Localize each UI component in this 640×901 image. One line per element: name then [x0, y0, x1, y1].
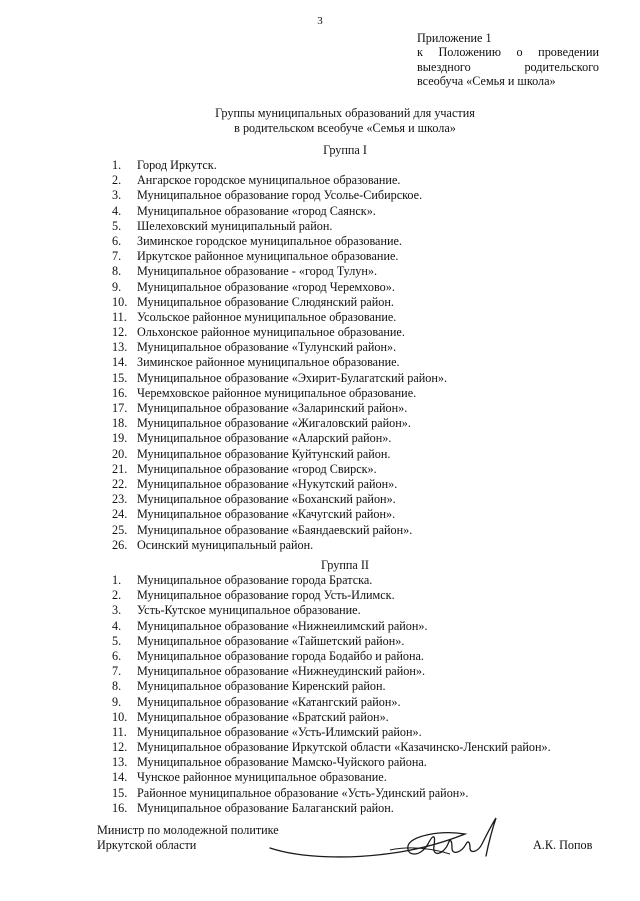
list-item-text: Муниципальное образование «город Черемхово». [137, 279, 395, 294]
list-item-text: Районное муниципальное образование «Усть-Удинский район». [137, 785, 469, 800]
list-item [0, 234, 640, 249]
list-item [0, 158, 640, 173]
group-1-title: Группа I [323, 143, 367, 157]
list-item-number: 23. [112, 492, 128, 507]
list-item-number: 4. [112, 203, 122, 218]
group-1-list [0, 158, 640, 553]
list-item [0, 710, 640, 725]
group-2-title: Группа II [321, 558, 369, 572]
list-item-text: Муниципальное образование Иркутской области «Казачинско-Ленский район». [137, 740, 551, 755]
list-item-text: Муниципальное образование город Усть-Илимск. [137, 588, 395, 603]
list-item-number: 14. [112, 355, 128, 370]
list-item-number: 13. [112, 340, 128, 355]
list-item-text: Черемховское районное муниципальное образование. [137, 385, 417, 400]
list-item-text: Муниципальное образование «Усть-Илимский район». [137, 724, 422, 739]
list-item-text: Муниципальное образование «Боханский район». [137, 492, 396, 507]
list-item-number: 11. [112, 724, 127, 739]
list-item-number: 13. [112, 755, 128, 770]
list-item-number: 2. [112, 173, 122, 188]
list-item-text: Муниципальное образование город Усолье-Сибирское. [137, 188, 423, 203]
list-item-number: 8. [112, 264, 122, 279]
list-item-number: 19. [112, 431, 128, 446]
handwritten-signature [260, 800, 510, 870]
list-item [0, 538, 640, 553]
list-item-text: Муниципальное образование - «город Тулун». [137, 264, 378, 279]
list-item-text: Муниципальное образование города Бодайбо и района. [137, 648, 424, 663]
appendix-block [417, 31, 599, 89]
appendix-line: выездного родительского [417, 59, 599, 74]
appendix-line: всеобуча «Семья и школа» [417, 74, 556, 89]
appendix-line: к Положению о проведении [417, 45, 599, 60]
list-item [0, 431, 640, 446]
list-item [0, 507, 640, 522]
list-item-number: 10. [112, 709, 128, 724]
list-item [0, 462, 640, 477]
list-item-number: 1. [112, 573, 122, 587]
list-item-number: 22. [112, 476, 128, 491]
list-item-text: Муниципальное образование Слюдянский район. [137, 294, 394, 309]
list-item-text: Шелеховский муниципальный район. [137, 218, 333, 233]
list-item-number: 18. [112, 416, 128, 431]
list-item-text: Зиминское районное муниципальное образование. [137, 355, 400, 370]
appendix-title: Приложение 1 [417, 31, 492, 45]
list-item [0, 401, 640, 416]
list-item [0, 264, 640, 279]
signer-position-line: Министр по молодежной политике [97, 823, 279, 837]
list-item-text: Муниципальное образование «Качугский район». [137, 507, 396, 522]
list-item-text: Муниципальное образование Киренский район. [137, 679, 386, 694]
list-item [0, 603, 640, 618]
list-item-number: 7. [112, 249, 122, 264]
list-item-number: 9. [112, 694, 122, 709]
list-item-number: 12. [112, 740, 128, 755]
list-item-text: Муниципальное образование «Баяндаевский район». [137, 522, 413, 537]
list-item [0, 725, 640, 740]
list-item-number: 10. [112, 294, 128, 309]
list-item-number: 26. [112, 537, 128, 552]
list-item-text: Муниципальное образование Куйтунский район. [137, 446, 391, 461]
list-item-number: 16. [112, 800, 128, 815]
list-item [0, 770, 640, 785]
list-item [0, 204, 640, 219]
list-item-number: 14. [112, 770, 128, 785]
document-heading [0, 106, 640, 136]
list-item-number: 7. [112, 664, 122, 679]
list-item-number: 1. [112, 158, 122, 172]
list-item-number: 12. [112, 325, 128, 340]
list-item-number: 4. [112, 618, 122, 633]
list-item-number: 2. [112, 588, 122, 603]
list-item [0, 280, 640, 295]
list-item-number: 21. [112, 461, 128, 476]
list-item-text: Муниципальное образование «Катангский район». [137, 694, 401, 709]
list-item-text: Муниципальное образование Мамско-Чуйского района. [137, 755, 427, 770]
list-item-number: 11. [112, 309, 127, 324]
list-item [0, 219, 640, 234]
list-item-text: Муниципальное образование «Заларинский район». [137, 401, 408, 415]
list-item [0, 649, 640, 664]
list-item [0, 619, 640, 634]
page-number: 3 [317, 15, 323, 27]
list-item-number: 5. [112, 633, 122, 648]
list-item-text: Муниципальное образование «Нижнеилимский район». [137, 618, 428, 633]
list-item-text: Город Иркутск. [137, 158, 217, 172]
list-item [0, 325, 640, 340]
list-item-text: Муниципальное образование «Жигаловский район». [137, 416, 411, 431]
list-item [0, 477, 640, 492]
signer-position-line: Иркутской области [97, 838, 197, 852]
list-item [0, 588, 640, 603]
list-item [0, 755, 640, 770]
list-item-number: 9. [112, 279, 122, 294]
list-item [0, 371, 640, 386]
list-item [0, 188, 640, 203]
heading-line: Группы муниципальных образований для участия [215, 106, 475, 120]
list-item-number: 3. [112, 188, 122, 203]
list-item-text: Муниципальное образование Балаганский район. [137, 800, 394, 815]
list-item [0, 295, 640, 310]
list-item [0, 634, 640, 649]
list-item [0, 679, 640, 694]
list-item-text: Муниципальное образование «Тулунский район». [137, 340, 397, 355]
list-item-text: Муниципальное образование «город Саянск». [137, 203, 376, 218]
list-item-text: Муниципальное образование «Аларский район». [137, 431, 392, 446]
list-item [0, 740, 640, 755]
list-item-text: Муниципальное образование «Тайшетский район». [137, 633, 405, 648]
signer-name: А.К. Попов [533, 838, 593, 852]
list-item-text: Муниципальное образование города Братска. [137, 573, 373, 587]
list-item-number: 6. [112, 233, 122, 248]
group-2-list [0, 573, 640, 816]
heading-line: в родительском всеобуче «Семья и школа» [234, 121, 456, 135]
list-item-number: 15. [112, 785, 128, 800]
list-item-number: 15. [112, 370, 128, 385]
list-item-number: 8. [112, 679, 122, 694]
list-item-text: Ольхонское районное муниципальное образование. [137, 325, 405, 340]
list-item-number: 6. [112, 648, 122, 663]
list-item-text: Усольское районное муниципальное образование. [137, 309, 397, 324]
list-item-number: 17. [112, 401, 128, 415]
list-item-number: 20. [112, 446, 128, 461]
list-item [0, 523, 640, 538]
list-item-text: Муниципальное образование «город Свирск». [137, 461, 377, 476]
list-item [0, 386, 640, 401]
list-item [0, 695, 640, 710]
list-item-text: Муниципальное образование «Нукутский район». [137, 476, 398, 491]
list-item-text: Иркутское районное муниципальное образование. [137, 249, 399, 264]
list-item-text: Ангарское городское муниципальное образование. [137, 173, 401, 188]
list-item [0, 664, 640, 679]
list-item-text: Усть-Кутское муниципальное образование. [137, 603, 361, 618]
list-item [0, 340, 640, 355]
list-item [0, 492, 640, 507]
list-item [0, 310, 640, 325]
list-item [0, 173, 640, 188]
list-item-text: Муниципальное образование «Нижнеудинский район». [137, 664, 425, 679]
list-item [0, 355, 640, 370]
list-item-text: Зиминское городское муниципальное образование. [137, 233, 402, 248]
list-item [0, 416, 640, 431]
list-item [0, 447, 640, 462]
list-item-text: Муниципальное образование «Братский район». [137, 709, 389, 724]
list-item-text: Осинский муниципальный район. [137, 537, 314, 552]
list-item-number: 5. [112, 218, 122, 233]
list-item [0, 573, 640, 588]
list-item-text: Муниципальное образование «Эхирит-Булагатский район». [137, 370, 448, 385]
signer-position [97, 823, 279, 853]
list-item-number: 24. [112, 507, 128, 522]
list-item-number: 16. [112, 385, 128, 400]
list-item-number: 3. [112, 603, 122, 618]
list-item-text: Чунское районное муниципальное образование. [137, 770, 387, 785]
list-item [0, 786, 640, 801]
list-item [0, 249, 640, 264]
list-item-number: 25. [112, 522, 128, 537]
